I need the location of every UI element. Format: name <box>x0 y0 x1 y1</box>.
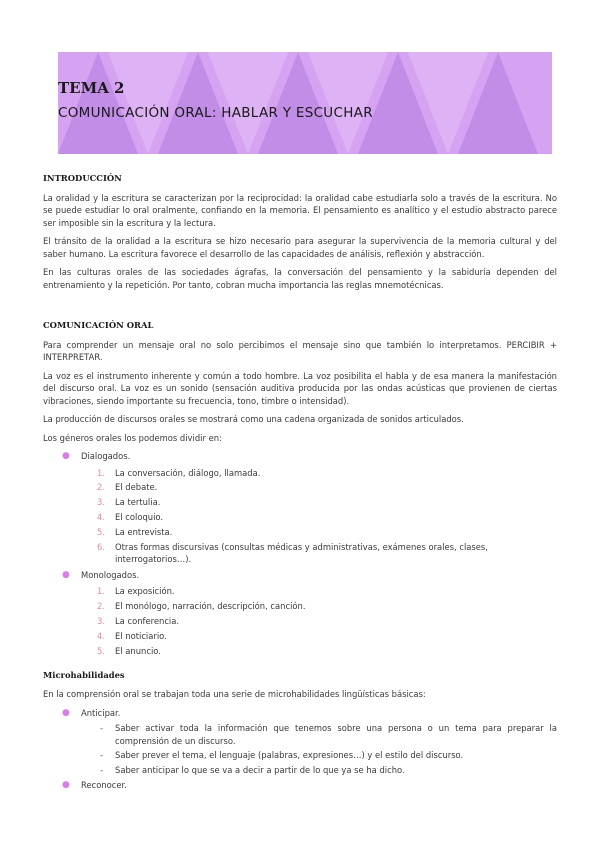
list-item: 6. Otras formas discursivas (consultas médicas y administrativas, exámenes orales, clases, interrogatorios…). <box>97 541 488 565</box>
paragraph: En la comprensión oral se trabajan toda una serie de microhabilidades lingüísticas básicas: <box>43 689 426 700</box>
page-title: TEMA 2 <box>58 79 125 97</box>
genre-list <box>43 450 557 658</box>
list-item <box>43 450 557 566</box>
list-item: 2. El monólogo, narración, descripción, canción. <box>97 601 306 612</box>
list-item <box>43 779 557 792</box>
paragraph: El tránsito de la oralidad a la escritura se hizo necesario para asegurar la supervivencia de la memoria cultural y del saber humano. La escritura favorece el desarrollo de las capacidades de análisis, reflexión y abstracción. <box>43 236 557 259</box>
dash-list <box>81 722 557 776</box>
list-item: 4. El coloquio. <box>97 512 164 523</box>
list-item: 3. La conferencia. <box>97 616 180 627</box>
page-subtitle: COMUNICACIÓN ORAL: HABLAR Y ESCUCHAR <box>58 105 373 121</box>
list-item: 1. La conversación, diálogo, llamada. <box>97 467 261 478</box>
numbered-list <box>81 585 557 657</box>
list-item: - Saber anticipar lo que se va a decir a partir de lo que ya se ha dicho. <box>100 764 405 775</box>
paragraph: La oralidad y la escritura se caracterizan por la reciprocidad: la oralidad cabe estudiarla solo a través de la escritura. No se puede estudiar lo oral oralmente, confiando en la memoria. El pensamiento es analítico y el estudio abstracto parece ser imposible sin la escritura y la lectura. <box>43 192 557 228</box>
paragraph: La producción de discursos orales se mostrará como una cadena organizada de sonidos articulados. <box>43 414 464 424</box>
bullet-icon: ● <box>62 707 70 718</box>
document-body <box>43 172 557 795</box>
list-item: 5. El anuncio. <box>97 646 161 657</box>
banner-triangle-pattern <box>58 52 552 154</box>
bullet-icon: ● <box>62 780 70 791</box>
list-item: 2. El debate. <box>97 482 158 493</box>
list-item: 5. La entrevista. <box>97 527 173 538</box>
paragraph: En las culturas orales de las sociedades ágrafas, la conversación del pensamiento y la sabiduría dependen del entrenamiento y la repetición. Por tanto, cobran mucha importancia las reglas mnemotécnicas. <box>43 267 557 290</box>
section-heading-introduccion: INTRODUCCIÓN <box>43 173 122 183</box>
bullet-icon: ● <box>62 451 70 461</box>
skill-list <box>43 707 557 792</box>
paragraph: Para comprender un mensaje oral no solo percibimos el mensaje sino que también lo interpretamos. PERCIBIR + INTERPRETAR. <box>43 339 557 362</box>
list-item: - Saber activar toda la información que tenemos sobre una persona o un tema para preparar la comprensión de un discurso. <box>100 723 557 746</box>
list-item: 1. La exposición. <box>97 586 175 597</box>
paragraph: La voz es el instrumento inherente y común a todo hombre. La voz posibilita el habla y de esa manera la manifestación del discurso oral. La voz es un sonido (sensación auditiva producida por las ondas acústicas que provienen de ciertas vibraciones, siendo importante su frecuencia, tono, timbre o intensidad). <box>43 370 557 406</box>
bullet-icon: ● <box>62 569 70 580</box>
title-banner <box>58 52 552 154</box>
genre-label: Monologados. <box>81 569 140 580</box>
list-item <box>43 569 557 658</box>
skill-label: Reconocer. <box>81 780 127 791</box>
skill-label: Anticipar. <box>81 707 121 718</box>
numbered-list <box>81 467 557 566</box>
list-item: 3. La tertulia. <box>97 497 161 508</box>
list-item: 4. El noticiario. <box>97 631 167 642</box>
genre-label: Dialogados. <box>81 451 131 461</box>
paragraph: Los géneros orales los podemos dividir en: <box>43 432 222 443</box>
list-item <box>43 707 557 777</box>
section-heading-comunicacion-oral: COMUNICACIÓN ORAL <box>43 320 154 330</box>
list-item: - Saber prever el tema, el lenguaje (palabras, expresiones…) y el estilo del discurso. <box>100 750 464 761</box>
section-heading-microhabilidades: Microhabilidades <box>43 669 125 680</box>
